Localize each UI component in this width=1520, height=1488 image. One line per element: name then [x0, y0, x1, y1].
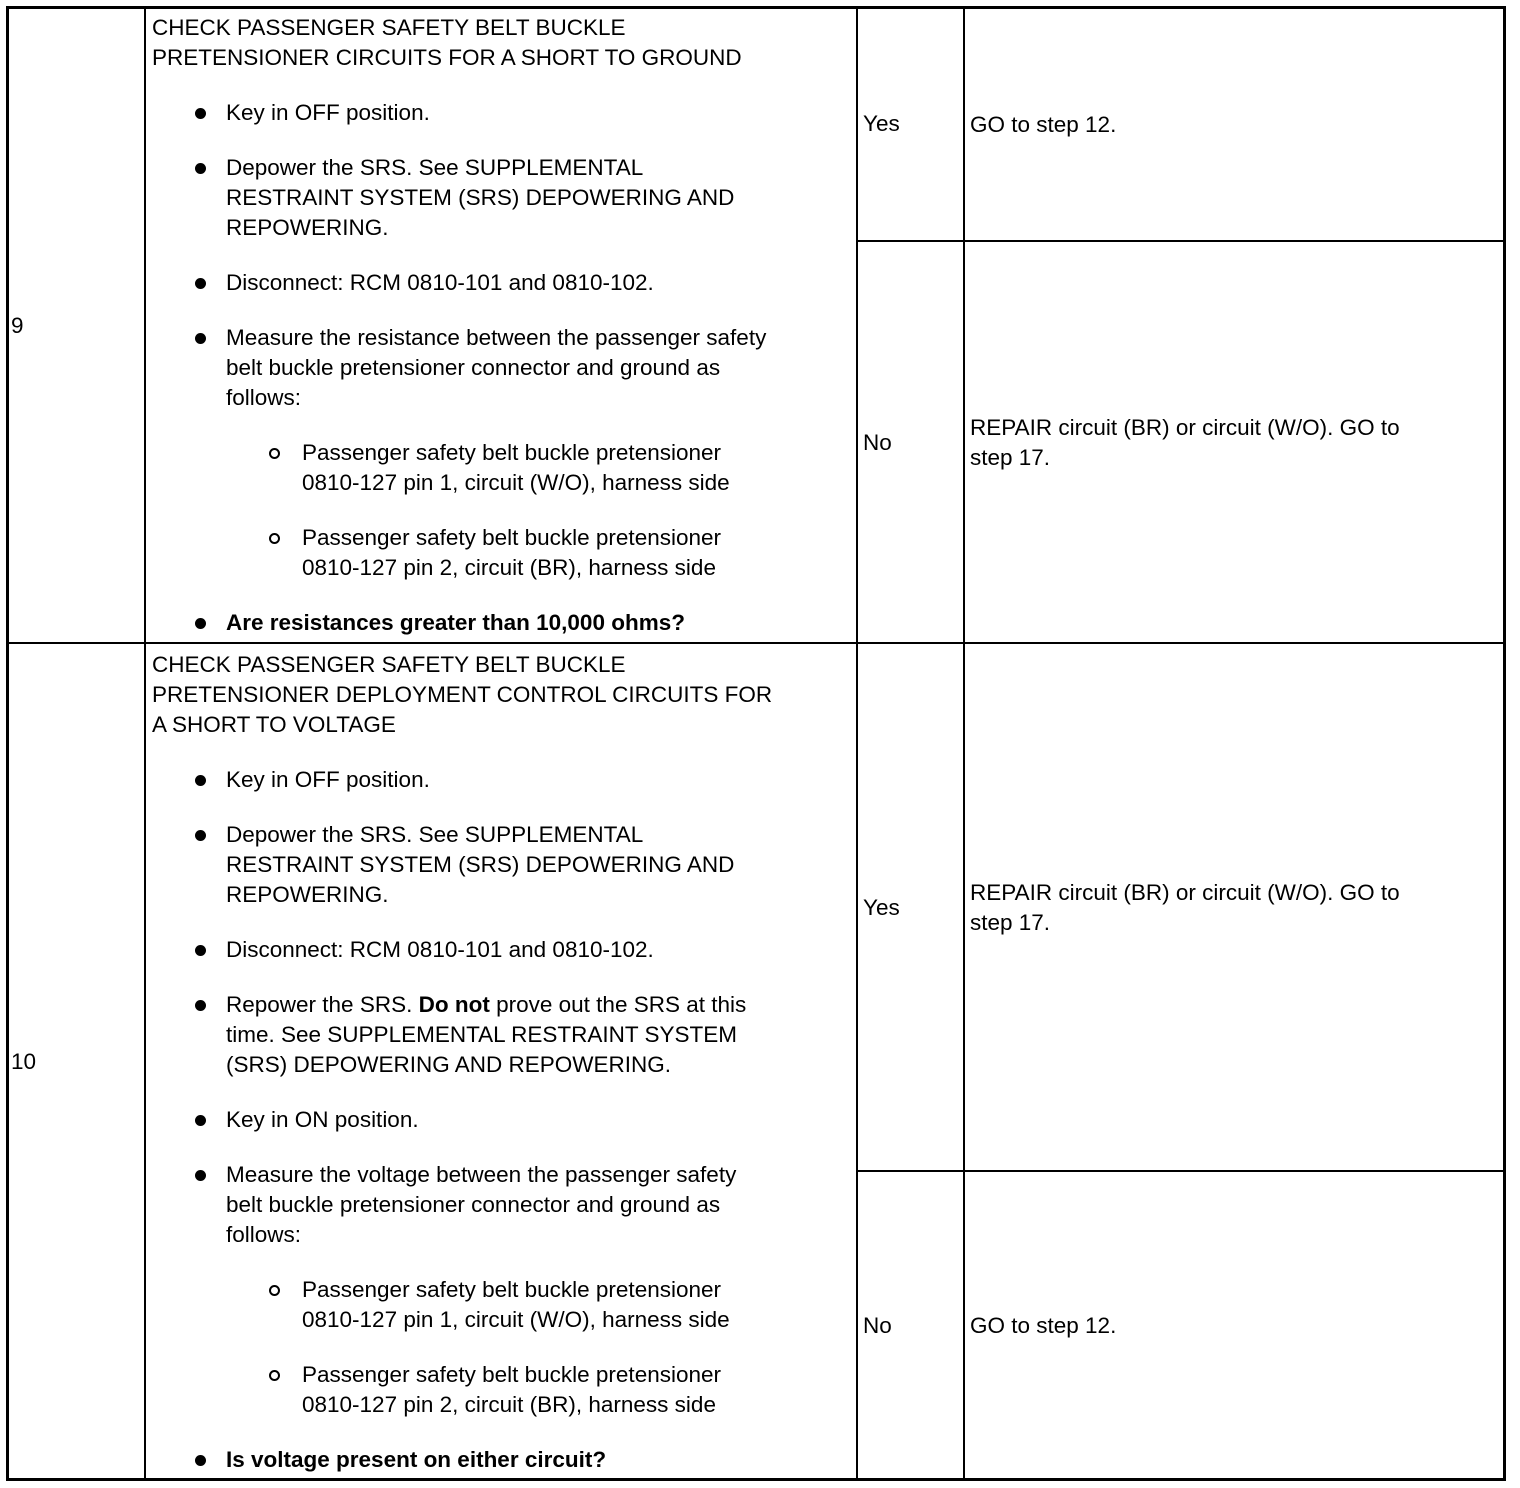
column-divider-answer	[963, 6, 965, 1481]
instruction-line: Key in OFF position.	[226, 100, 430, 125]
instruction-line: Depower the SRS. See SUPPLEMENTAL	[226, 822, 644, 847]
instruction-line: RESTRAINT SYSTEM (SRS) DEPOWERING AND	[226, 185, 735, 210]
sub-instruction-line: 0810-127 pin 2, circuit (BR), harness side	[302, 1392, 716, 1417]
bullet-icon	[195, 333, 206, 344]
instruction-line: REPOWERING.	[226, 215, 389, 240]
action-line: REPAIR circuit (BR) or circuit (W/O). GO to	[970, 880, 1400, 905]
column-divider-step	[144, 6, 146, 1481]
test-question: Are resistances greater than 10,000 ohms?	[226, 610, 685, 635]
instruction-line: Key in OFF position.	[226, 767, 430, 792]
test-title-line: CHECK PASSENGER SAFETY BELT BUCKLE	[152, 15, 626, 40]
instruction-line: belt buckle pretensioner connector and ground as	[226, 1192, 721, 1217]
bullet-icon	[195, 278, 206, 289]
outcome-divider-row10	[856, 1170, 1506, 1172]
sub-instruction-line: 0810-127 pin 1, circuit (W/O), harness side	[302, 1307, 730, 1332]
instruction-line: RESTRAINT SYSTEM (SRS) DEPOWERING AND	[226, 852, 735, 877]
sub-instruction-line: 0810-127 pin 1, circuit (W/O), harness side	[302, 470, 730, 495]
action-line: GO to step 12.	[970, 1313, 1117, 1338]
instruction-text: Repower the SRS.	[226, 992, 413, 1017]
test-question: Is voltage present on either circuit?	[226, 1447, 607, 1472]
bullet-icon	[195, 945, 206, 956]
bullet-icon	[195, 163, 206, 174]
instruction-line: REPOWERING.	[226, 882, 389, 907]
test-title-line: CHECK PASSENGER SAFETY BELT BUCKLE	[152, 652, 626, 677]
test-title-line: PRETENSIONER CIRCUITS FOR A SHORT TO GROUND	[152, 45, 742, 70]
sub-instruction-line: Passenger safety belt buckle pretensioner	[302, 440, 721, 465]
sub-bullet-icon	[269, 448, 280, 459]
bullet-icon	[195, 1170, 206, 1181]
sub-instruction-line: Passenger safety belt buckle pretensioner	[302, 525, 721, 550]
outcome-divider-row9	[856, 240, 1506, 242]
bullet-icon	[195, 618, 206, 629]
instruction-line	[226, 990, 746, 1020]
instruction-line: Disconnect: RCM 0810-101 and 0810-102.	[226, 937, 654, 962]
sub-bullet-icon	[269, 1370, 280, 1381]
bullet-icon	[195, 1115, 206, 1126]
sub-bullet-icon	[269, 533, 280, 544]
action-line: step 17.	[970, 445, 1051, 470]
answer-no: No	[863, 1313, 892, 1338]
step-number: 10	[11, 1049, 37, 1074]
instruction-line: follows:	[226, 1222, 302, 1247]
step-number: 9	[11, 313, 24, 338]
answer-no: No	[863, 430, 892, 455]
action-line: REPAIR circuit (BR) or circuit (W/O). GO to	[970, 415, 1400, 440]
sub-instruction-line: 0810-127 pin 2, circuit (BR), harness side	[302, 555, 716, 580]
instruction-line: time. See SUPPLEMENTAL RESTRAINT SYSTEM	[226, 1022, 737, 1047]
instruction-line: Measure the voltage between the passenger safety	[226, 1162, 737, 1187]
bullet-icon	[195, 1455, 206, 1466]
bullet-icon	[195, 1000, 206, 1011]
test-title-line: PRETENSIONER DEPLOYMENT CONTROL CIRCUITS FOR	[152, 682, 773, 707]
instruction-line: (SRS) DEPOWERING AND REPOWERING.	[226, 1052, 672, 1077]
sub-instruction-line: Passenger safety belt buckle pretensioner	[302, 1362, 721, 1387]
bullet-icon	[195, 775, 206, 786]
instruction-line: Key in ON position.	[226, 1107, 419, 1132]
action-line: GO to step 12.	[970, 112, 1117, 137]
bullet-icon	[195, 108, 206, 119]
sub-instruction-line: Passenger safety belt buckle pretensioner	[302, 1277, 721, 1302]
instruction-line: follows:	[226, 385, 302, 410]
bullet-icon	[195, 830, 206, 841]
sub-bullet-icon	[269, 1285, 280, 1296]
answer-yes: Yes	[863, 111, 900, 136]
row-divider	[6, 642, 1506, 644]
test-title-line: A SHORT TO VOLTAGE	[152, 712, 396, 737]
warning-emphasis: Do not	[418, 992, 490, 1017]
instruction-line: Disconnect: RCM 0810-101 and 0810-102.	[226, 270, 654, 295]
instruction-text: prove out the SRS at this	[496, 992, 747, 1017]
answer-yes: Yes	[863, 895, 900, 920]
instruction-line: Depower the SRS. See SUPPLEMENTAL	[226, 155, 644, 180]
instruction-line: belt buckle pretensioner connector and ground as	[226, 355, 721, 380]
column-divider-action	[856, 6, 858, 1481]
instruction-line: Measure the resistance between the passenger safety	[226, 325, 767, 350]
action-line: step 17.	[970, 910, 1051, 935]
